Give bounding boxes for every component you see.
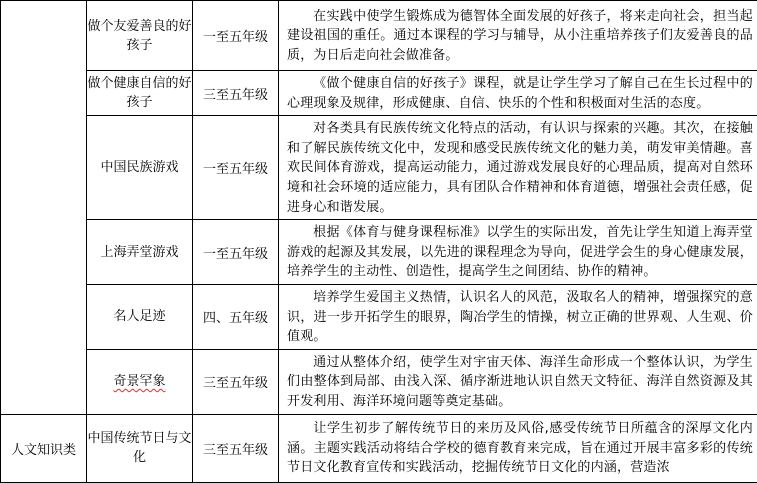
course-name: 名人足迹 (87, 284, 193, 349)
course-description: 培养学生爱国主义热情，认识名人的风范，汲取名人的精神，增强探究的意识，进一步开拓学生的眼界，陶冶学生的情操，树立正确的世界观、人生观、价值观。 (279, 284, 757, 349)
course-description: 让学生初步了解传统节日的来历及风俗,感受传统节日所蕴含的深厚文化内涵。主题实践活动将结合学校的德育教育来完成，旨在通过开展丰富多彩的传统节日文化教育宣传和实践活动，挖掘传统节日文化的内涵，营造浓 (279, 414, 757, 482)
course-grade: 一至五年级 (193, 1, 279, 71)
course-grade: 三至五年级 (193, 414, 279, 482)
table-row (1, 220, 757, 285)
course-grade: 一至五年级 (193, 220, 279, 285)
course-name: 中国民族游戏 (87, 116, 193, 220)
table-row (1, 284, 757, 349)
course-name: 上海弄堂游戏 (87, 220, 193, 285)
course-name-text: 奇景罕象 (113, 374, 165, 389)
course-grade: 三至五年级 (193, 71, 279, 116)
table-row (1, 349, 757, 414)
table-row (1, 1, 757, 71)
course-description: 根据《体育与健身课程标准》以学生的实际出发，首先让学生知道上海弄堂游戏的起源及其发展，以先进的课程理念为导向，促进学会生的身心健康发展，培养学生的主动性、创造性，提高学生之间团结、协作的精神。 (279, 220, 757, 285)
course-grade: 四、五年级 (193, 284, 279, 349)
course-description: 在实践中使学生锻炼成为德智体全面发展的好孩子，将来走向社会，担当起建设祖国的重任。通过本课程的学习与辅导，从小注重培养孩子们友爱善良的品质，为日后走向社会做准备。 (279, 1, 757, 71)
course-name: 中国传统节日与文化 (87, 414, 193, 482)
course-description: 《做个健康自信的好孩子》课程，就是让学生学习了解自己在生长过程中的心理现象及规律，形成健康、自信、快乐的个性和积极面对生活的态度。 (279, 71, 757, 116)
course-grade: 一至五年级 (193, 116, 279, 220)
category-cell: 人文知识类 (1, 414, 87, 482)
table-row (1, 71, 757, 116)
course-name (87, 349, 193, 414)
course-description: 通过从整体介绍，使学生对宇宙天体、海洋生命形成一个整体认识，为学生们由整体到局部、由浅入深、循序渐进地认识自然天文特征、海洋自然资源及其开发利用、海洋环境问题等奠定基础。 (279, 349, 757, 414)
category-cell (1, 1, 87, 415)
table-row (1, 414, 757, 482)
course-name: 做个友爱善良的好孩子 (87, 1, 193, 71)
course-name: 做个健康自信的好孩子 (87, 71, 193, 116)
course-description: 对各类具有民族传统文化特点的活动，有认识与探索的兴趣。其次，在接触和了解民族传统文化中，发现和感受民族传统文化的魅力美，萌发审美情趣。喜欢民间体育游戏，提高运动能力，通过游戏发展良好的心理品质，提高对自然环境和社会环境的适应能力，具有团队合作精神和体育道德，增强社会责任感，促进身心和谐发展。 (279, 116, 757, 220)
course-grade: 三至五年级 (193, 349, 279, 414)
table-row (1, 116, 757, 220)
